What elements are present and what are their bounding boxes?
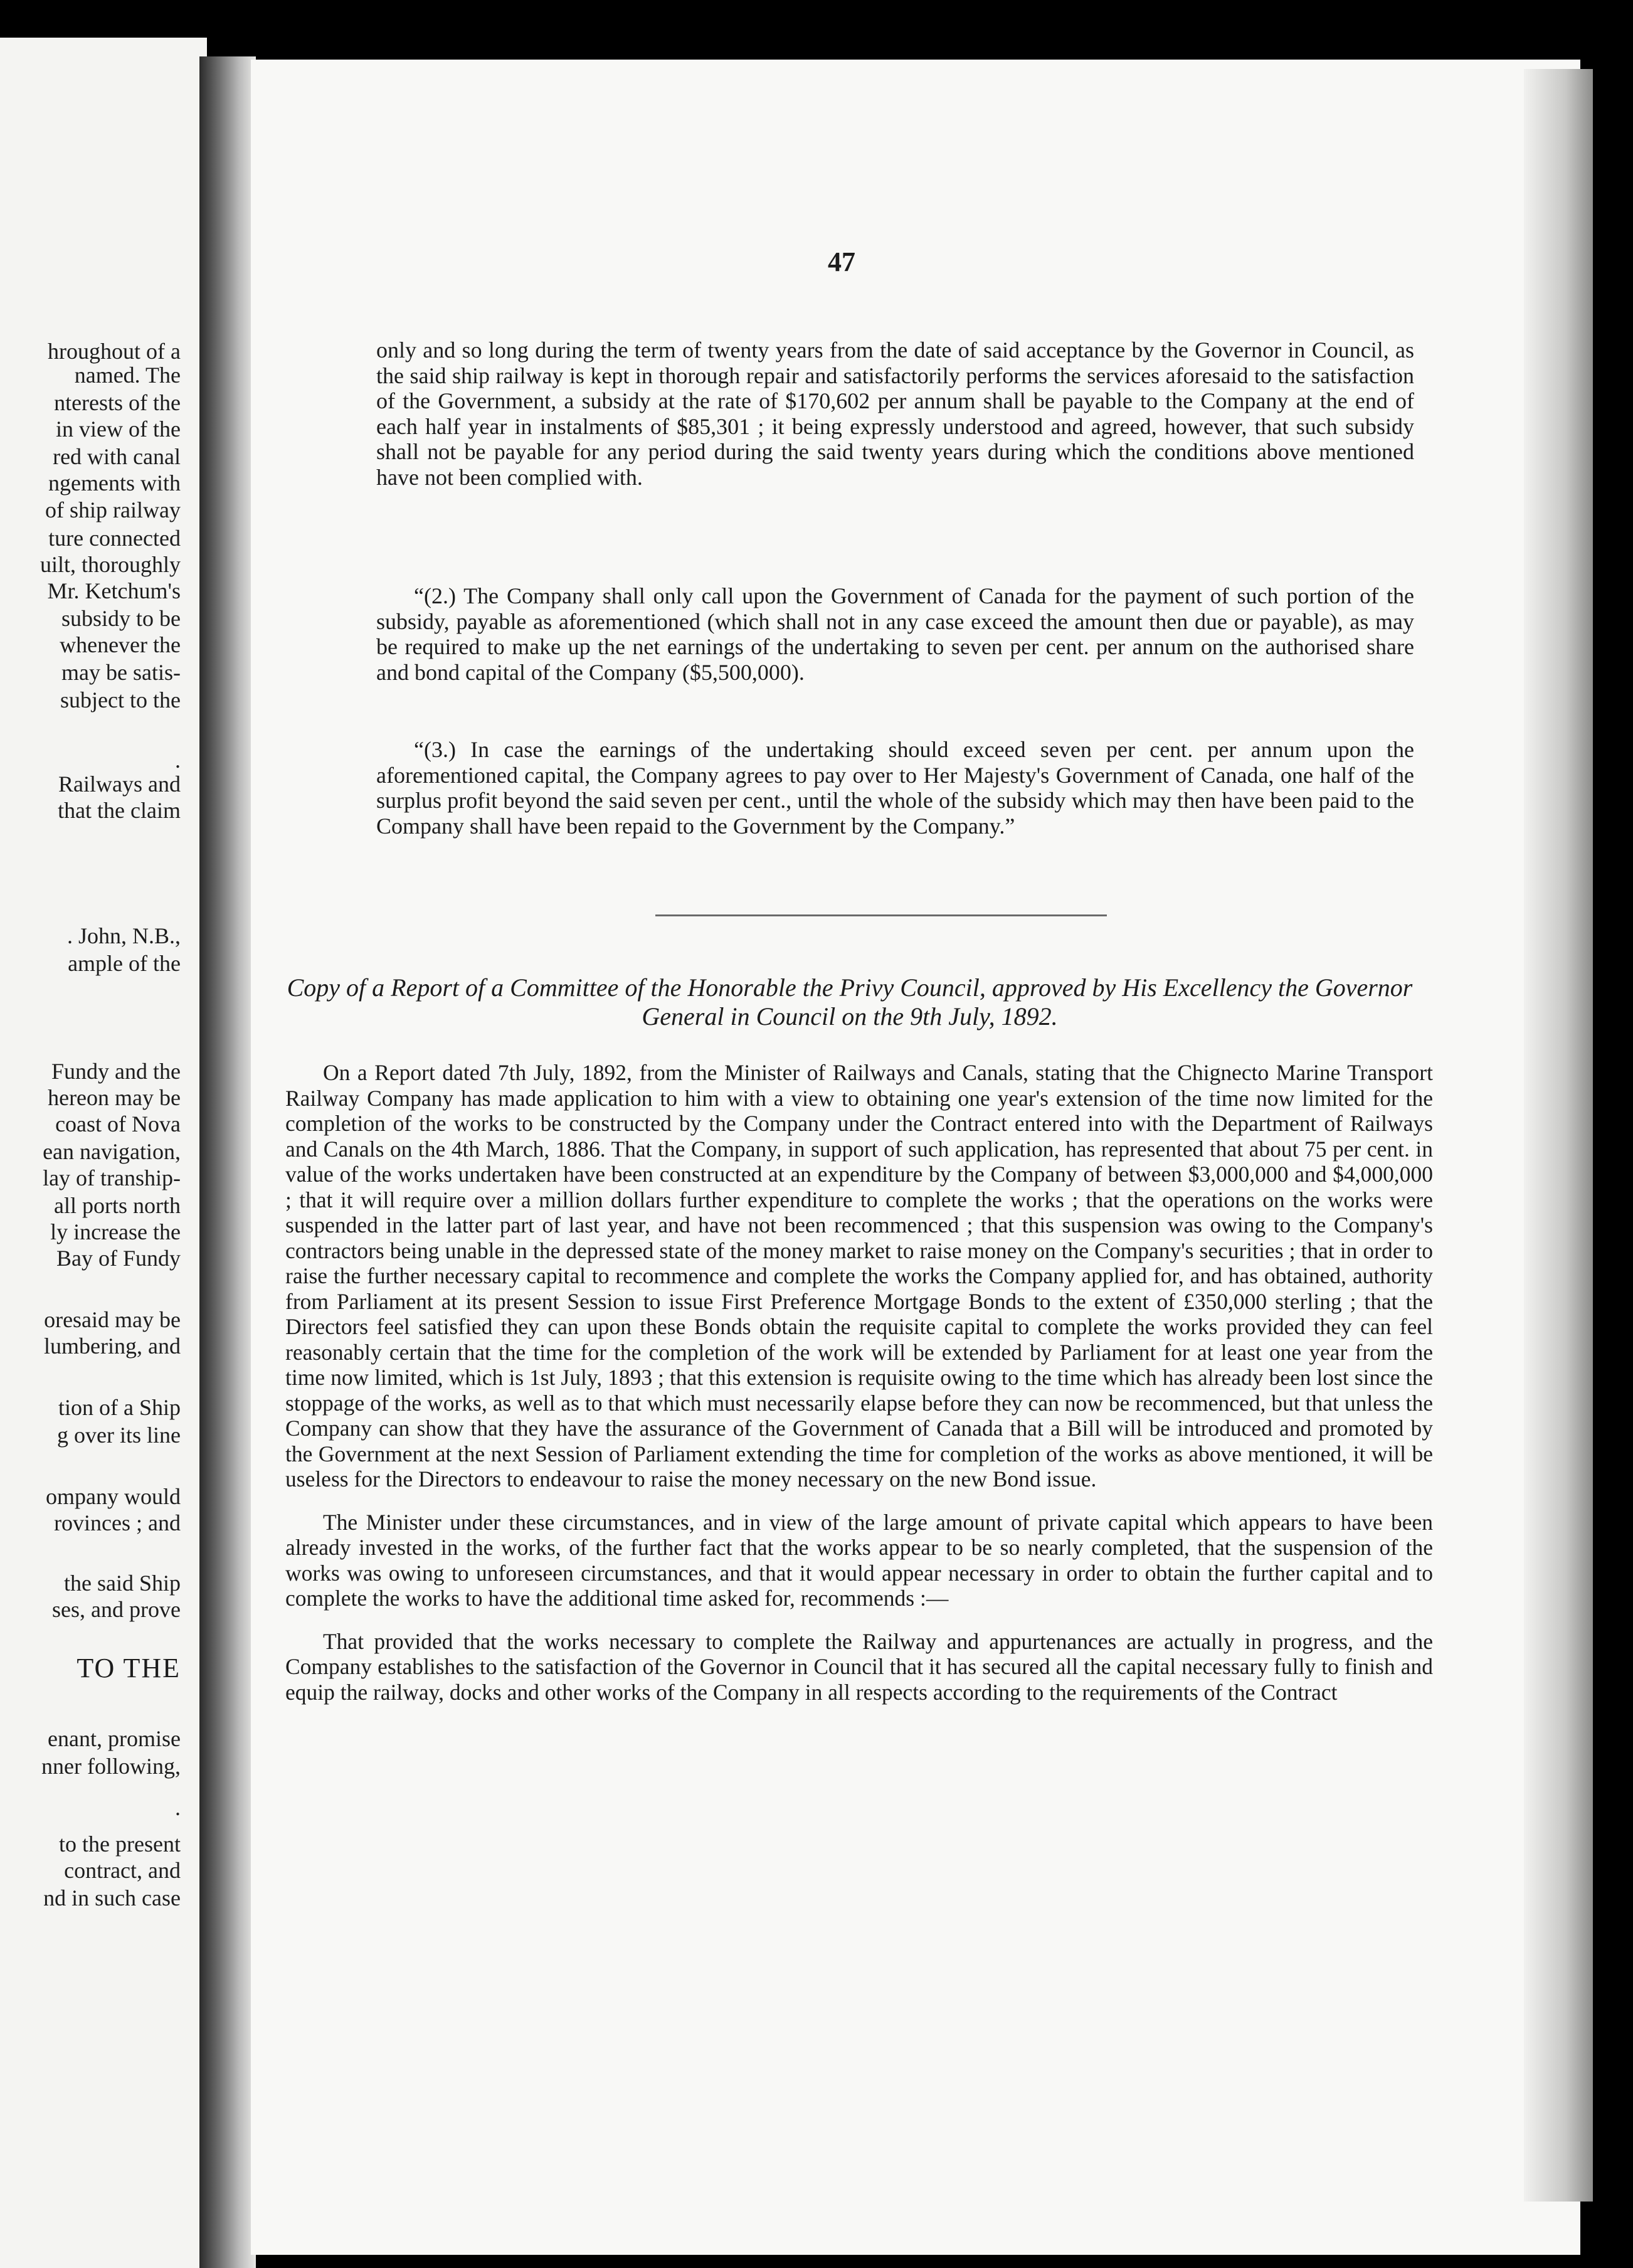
facing-page-text-fragment: Railways and — [58, 771, 181, 797]
facing-page-text-fragment: nner following, — [41, 1754, 181, 1779]
paragraph: That provided that the works necessary to complete the Railway and appurtenances are actually in progress, and the Company establishes to the satisfaction of the Governor in Council that it has secured all the capital necessary fully to finish and equip the railway, docks and other works of the Company in all respects according to the requirements of the Contract — [285, 1628, 1433, 1705]
facing-page-text-fragment: ses, and prove — [52, 1597, 181, 1622]
facing-page-text-fragment: red with canal — [53, 444, 181, 469]
paragraph: On a Report dated 7th July, 1892, from the Minister of Railways and Canals, stating that the Chignecto Marine Transport Railway Company has made application to him with a view to obtaining one year's extension of the time now limited for the completion of the works to be constructed by the Company under the Contract entered into with the Department of Railways and Canals on the 4th March, 1886. That the Company, in support of such application, has represented that about 75 per cent. in value of the works undertaken have been constructed at an expenditure by the Company of between $3,000,000 and $4,000,000 ; that it will require over a million dollars further expenditure to complete the works ; that the operations on the works were suspended in the latter part of last year, and have not been recommenced ; that this suspension was owing to the Company's contractors being unable in the depressed state of the money market to raise money on the Company's securities ; that in order to raise the further necessary capital to recommence and complete the works the Company applied for, and has obtained, authority from Parliament at its present Session to issue First Preference Mortgage Bonds to the extent of £350,000 sterling ; that the Directors feel satisfied they can upon these Bonds obtain the requisite capital to complete the works provided they can feel reasonably certain that the time for the completion of the work will be extended by Parliament for at least one year from the time now limited, which is 1st July, 1893 ; that this extension is requisite owing to the time which has already been lost since the stoppage of the works, as well as to that which must necessarily elapse before they can now be recommenced, but that unless the Company can show that they have the assurance of the Government of Canada that a Bill will be introduced and promoted by the Government at the next Session of Parliament extending the time for completion of the works as above mentioned, it will be useless for the Directors to endeavour to raise the money necessary on the new Bond issue. — [285, 1060, 1433, 1492]
facing-page-text-fragment: may be satis- — [61, 660, 181, 685]
facing-page-text-fragment: nterests of the — [54, 390, 181, 415]
report-title: Copy of a Report of a Committee of the Honorable the Privy Council, approved by His Excellency the Governor General in Council on the 9th July, 1892. — [287, 973, 1413, 1031]
facing-page-text-fragment: of ship railway — [45, 497, 181, 522]
facing-page-text-fragment: Bay of Fundy — [56, 1246, 181, 1271]
facing-page-text-fragment: ean navigation, — [43, 1139, 181, 1164]
facing-page-text-fragment: . John, N.B., — [66, 923, 181, 948]
paragraph: The Minister under these circumstances, and in view of the large amount of private capital which appears to have been already invested in the works, of the further fact that the works appear to be so nearly completed, that the suspension of the works was owing to unforeseen circumstances, and that it would appear necessary in order to obtain the further capital and to complete the works to have the additional time asked for, recommends :— — [285, 1509, 1433, 1611]
facing-page-text-fragment: subsidy to be — [61, 606, 181, 631]
facing-page-text-fragment: that the claim — [58, 798, 181, 823]
facing-page-text-fragment: uilt, thoroughly — [40, 552, 181, 577]
facing-page-text-fragment: . — [175, 1795, 181, 1820]
facing-page-text-fragment: all ports north — [54, 1193, 181, 1218]
facing-page-text-fragment: subject to the — [60, 687, 181, 713]
facing-page-text-fragment: tion of a Ship — [58, 1395, 181, 1420]
facing-page-text-fragment: Fundy and the — [51, 1059, 181, 1084]
paragraph: “(3.) In case the earnings of the undertaking should exceed seven per cent. per annum upon the aforementioned capital, the Company agrees to pay over to Her Majesty's Government of Canada, one half of the surplus profit beyond the said seven per cent., until the whole of the subsidy which may then have been paid to the Company shall have been repaid to the Government by the Company.” — [376, 737, 1414, 839]
facing-page-text-fragment: coast of Nova — [55, 1111, 181, 1137]
facing-page-text-fragment: ompany would — [46, 1484, 181, 1509]
facing-page-text-fragment: oresaid may be — [44, 1307, 181, 1332]
facing-page-text-fragment: contract, and — [64, 1858, 181, 1883]
facing-page-text-fragment: . — [175, 748, 181, 773]
paragraph: “(2.) The Company shall only call upon the Government of Canada for the payment of such portion of the subsidy, payable as aforementioned (which shall not in any case exceed the amount then due or payable), as may be required to make up the net earnings of the undertaking to seven per cent. per annum on the authorised share and bond capital of the Company ($5,500,000). — [376, 583, 1414, 685]
facing-page-text-fragment: in view of the — [56, 416, 181, 442]
paragraph: only and so long during the term of twenty years from the date of said acceptance by the Governor in Council, as the said ship railway is kept in thorough repair and satisfactorily performs the services aforesaid to the satisfaction of the Government, a subsidy at the rate of $170,602 per annum shall be payable to the Company at the end of each half year in instalments of $85,301 ; it being expressly understood and agreed, however, that such subsidy shall not be payable for any period during the said twenty years during which the conditions above mentioned have not been complied with. — [376, 337, 1414, 490]
section-divider — [655, 914, 1107, 916]
facing-page-text-fragment: ngements with — [48, 470, 181, 495]
facing-page-text-fragment: g over its line — [57, 1423, 181, 1448]
facing-page-text-fragment: named. The — [74, 363, 181, 388]
facing-page-text-fragment: nd in such case — [43, 1885, 181, 1910]
facing-page-text-fragment: ture connected — [48, 526, 181, 551]
page-edge-shadow — [1524, 69, 1593, 2202]
facing-page-text-fragment: rovinces ; and — [54, 1510, 181, 1535]
facing-page — [0, 38, 207, 2268]
facing-page-text-fragment: whenever the — [60, 632, 181, 657]
report-body — [285, 1060, 1433, 1705]
facing-page-text-fragment: Mr. Ketchum's — [47, 578, 181, 603]
page-number: 47 — [828, 246, 855, 277]
contract-clause-continuation — [376, 337, 1414, 490]
contract-clause-3 — [376, 737, 1414, 839]
facing-page-text-fragment: to the present — [59, 1831, 181, 1857]
facing-page-text-fragment: hroughout of a — [48, 339, 181, 364]
facing-page-text-fragment: lay of tranship- — [43, 1165, 181, 1190]
book-gutter — [199, 56, 256, 2268]
facing-page-text-fragment: ly increase the — [50, 1219, 181, 1244]
facing-page-text-fragment: ample of the — [68, 951, 181, 976]
facing-page-text-fragment: enant, promise — [48, 1726, 181, 1751]
facing-page-text-fragment: TO THE — [77, 1653, 181, 1683]
facing-page-text-fragment: lumbering, and — [44, 1333, 181, 1359]
facing-page-text-fragment: hereon may be — [48, 1085, 181, 1110]
contract-clause-2 — [376, 583, 1414, 685]
facing-page-text-fragment: the said Ship — [64, 1571, 181, 1596]
